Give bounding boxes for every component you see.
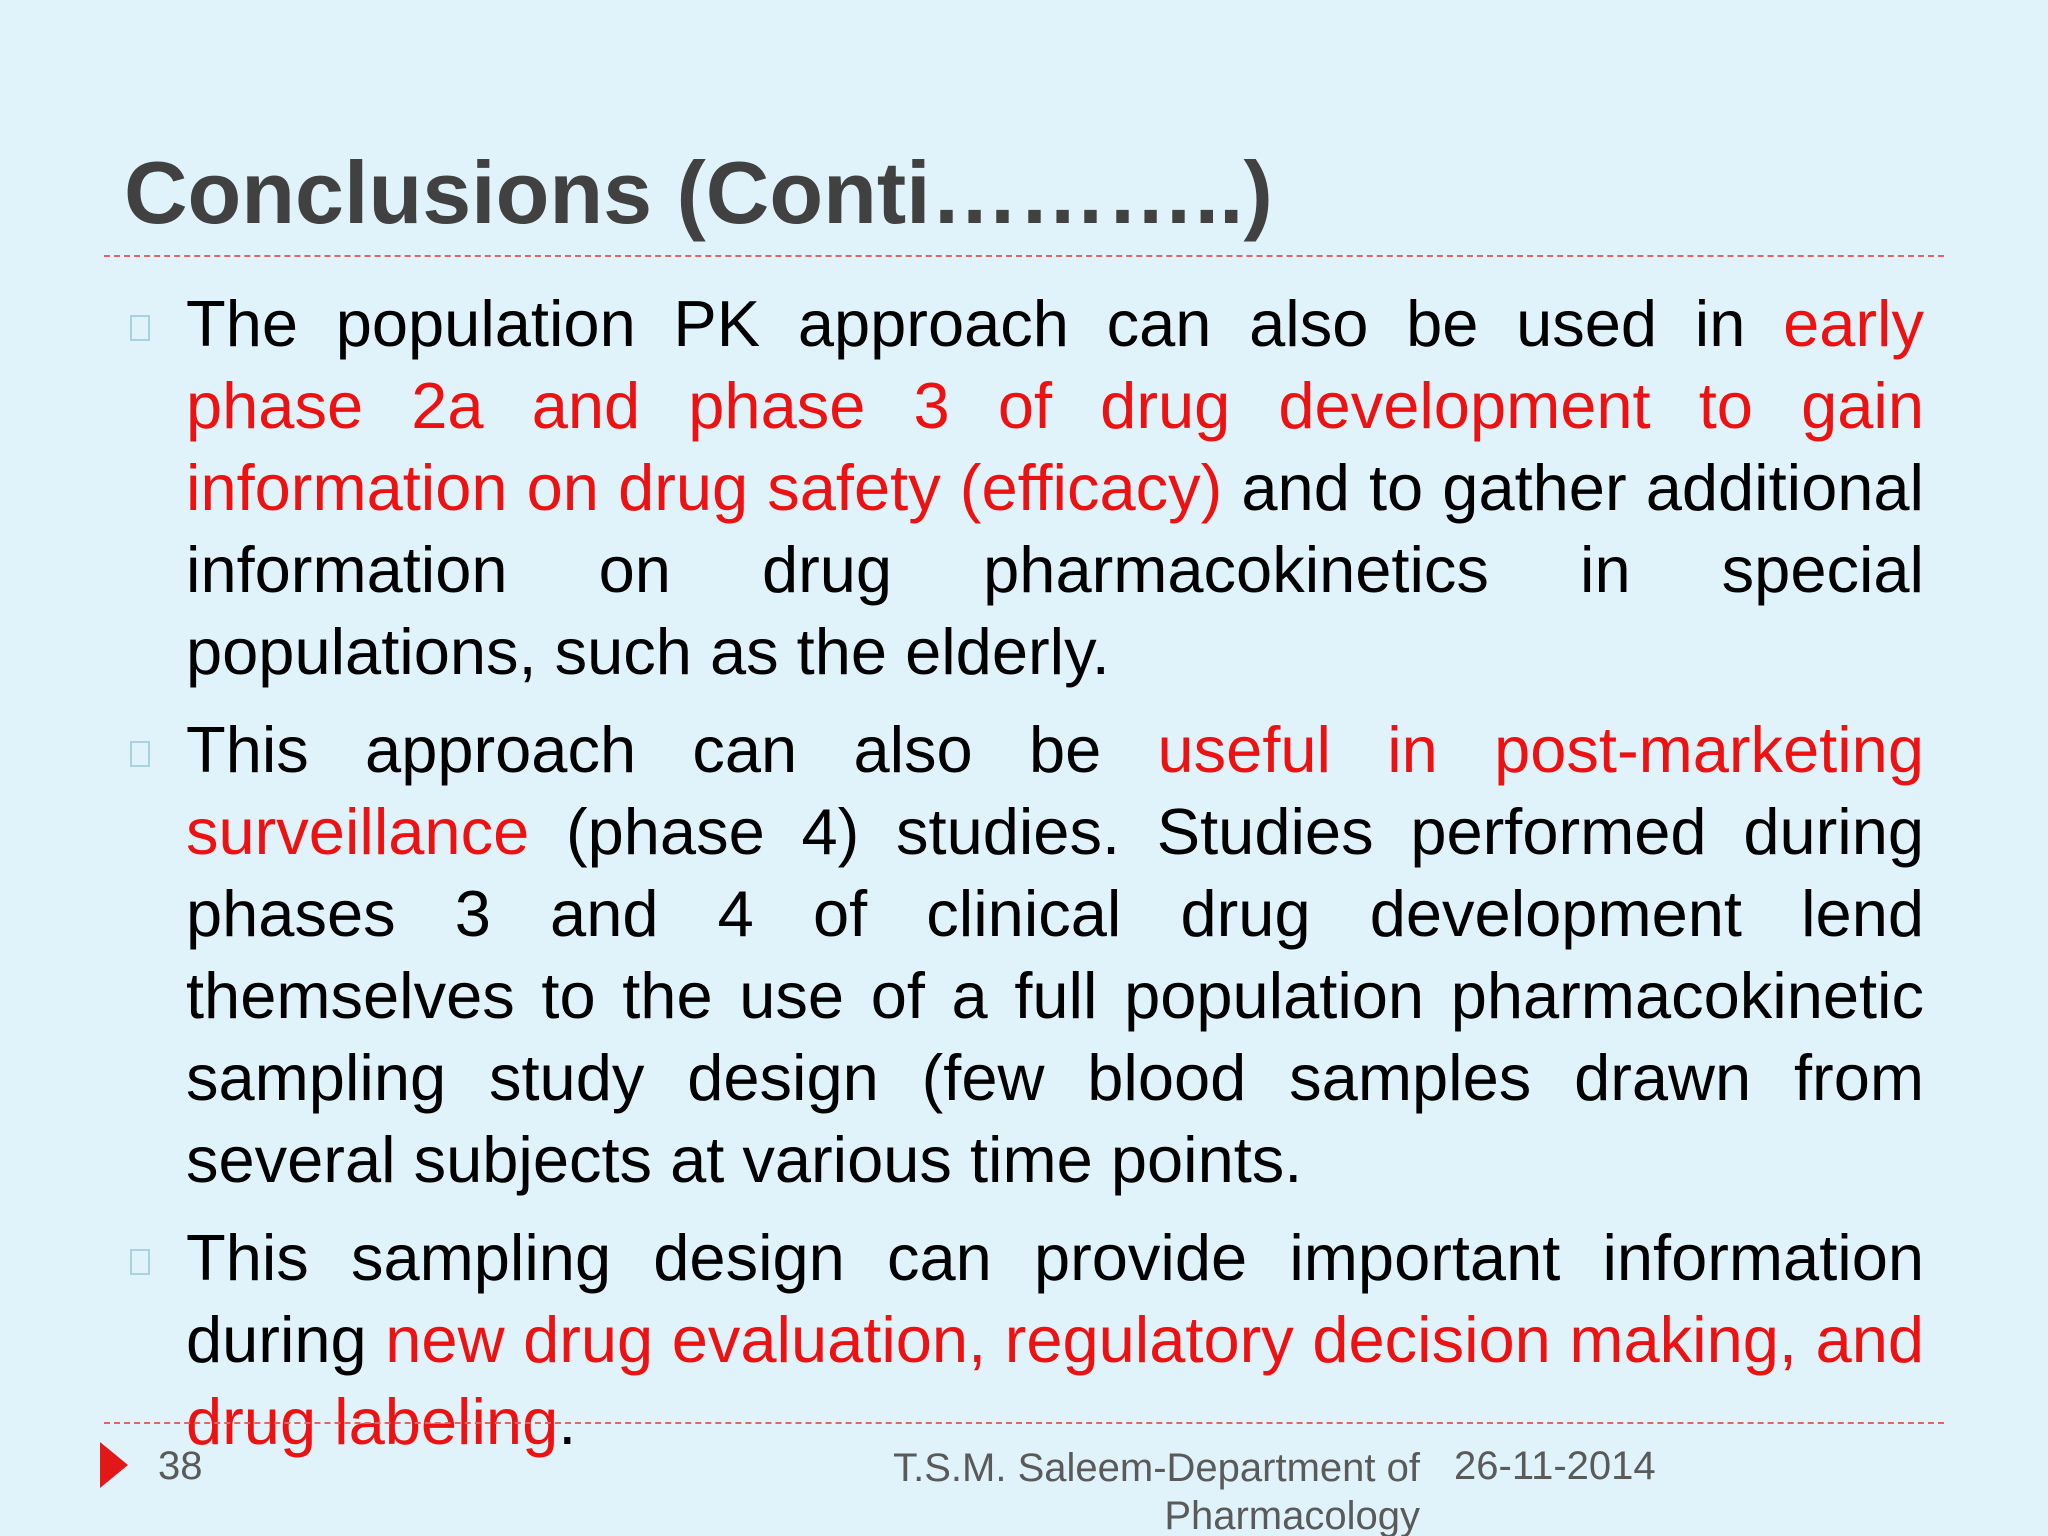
bullet-item: [124, 283, 1924, 693]
bullet-item: [124, 1217, 1924, 1463]
bullet-text: [186, 283, 1924, 693]
slide-title: Conclusions (Conti………..): [124, 143, 1273, 242]
bullet-text: [186, 709, 1924, 1201]
bullet-text-segment: This sampling design can provide important information during: [186, 1221, 1924, 1376]
bullet-text-highlight: useful in post-marketing surveillance: [186, 713, 1924, 868]
bullet-text-segment: The population PK approach can also be used in: [186, 287, 1784, 360]
title-divider: [104, 255, 1944, 257]
bullet-item: [124, 709, 1924, 1201]
footer-author-line: Pharmacology: [1164, 1494, 1420, 1536]
bullet-text: [186, 1217, 1924, 1463]
bullet-square-icon: [130, 1249, 150, 1275]
footer-author-line: T.S.M. Saleem-Department of: [893, 1446, 1420, 1490]
bullet-text-highlight: early phase 2a and phase 3 of drug development to gain information on drug safety (efficacy): [186, 287, 1924, 524]
footer-author: [880, 1444, 1420, 1536]
triangle-right-icon: [100, 1442, 128, 1488]
bullet-square-icon: [130, 315, 150, 341]
bullet-text-segment: This approach can also be: [186, 713, 1158, 786]
bullet-text-segment: .: [558, 1385, 577, 1458]
bullet-text-segment: (phase 4) studies. Studies performed during phases 3 and 4 of clinical drug development lend themselves to the use of a full population pharmacokinetic sampling study design (few blood samples drawn from several subjects at various time points.: [186, 795, 1924, 1196]
bullet-square-icon: [130, 741, 150, 767]
slide-footer: [0, 1430, 2048, 1536]
bullet-list: [124, 283, 1924, 1479]
page-number: 38: [158, 1444, 203, 1488]
bullet-text-highlight: new drug evaluation, regulatory decision making, and drug labeling: [186, 1303, 1924, 1458]
footer-date: 26-11-2014: [1454, 1444, 1656, 1488]
bullet-text-segment: and to gather additional information on drug pharmacokinetics in special populations, such as the elderly.: [186, 451, 1924, 688]
footer-divider: [104, 1422, 1944, 1424]
